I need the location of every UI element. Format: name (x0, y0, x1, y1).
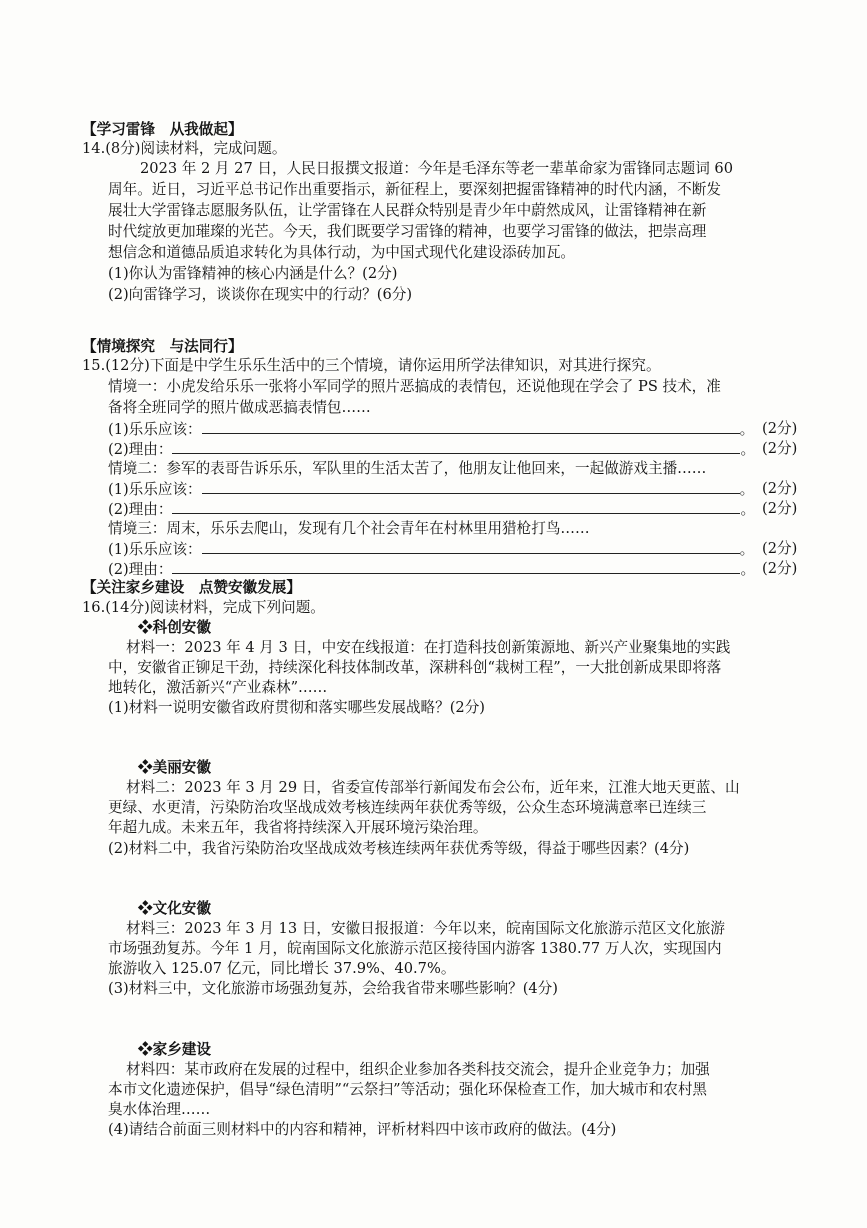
q14-material-line: 展壮大学雷锋志愿服务队伍，让学雷锋在人民群众特别是青少年中蔚然成风，让雷锋精神在新 (108, 202, 707, 219)
answer-blank[interactable] (202, 419, 740, 434)
points-label: (2分) (762, 480, 798, 497)
scenario-1-text: 备将全班同学的照片做成恶搞表情包…… (108, 399, 371, 416)
q16-subquestion-1: (1)材料一说明安徽省政府贯彻和落实哪些发展战略？(2分) (108, 699, 486, 716)
answer-row-should: (1)乐乐应该： 。 (108, 481, 755, 498)
points-label: (2分) (762, 440, 798, 457)
subsection-title: ❖美丽安徽 (138, 759, 211, 776)
q16-material-line: 更绿、水更清，污染防治攻坚战成效考核连续两年获优秀等级，公众生态环境满意率已连续三 (108, 799, 707, 816)
answer-label: (2)理由： (108, 561, 173, 578)
answer-label: (1)乐乐应该： (108, 481, 202, 498)
section-header-15: 【情境探究 与法同行】 (82, 338, 243, 355)
subsection-title: ❖科创安徽 (138, 619, 211, 636)
points-label: (2分) (762, 500, 798, 517)
scenario-3-text: 情境三：周末，乐乐去爬山，发现有几个社会青年在村林里用猎枪打鸟…… (108, 520, 590, 537)
subsection-title: ❖家乡建设 (138, 1041, 211, 1058)
answer-row-reason: (2)理由： 。 (108, 561, 756, 578)
answer-label: (1)乐乐应该： (108, 541, 202, 558)
points-label: (2分) (762, 420, 798, 437)
answer-label: (1)乐乐应该： (108, 421, 202, 438)
q16-material-line: 材料一：2023 年 4 月 3 日，中安在线报道：在打造科技创新策源地、新兴产业聚集地的实践 (126, 639, 731, 656)
q16-material-line: 中，安徽省正铆足干劲，持续深化科技体制改革，深耕科创“栽树工程”，一大批创新成果即将落 (108, 659, 722, 676)
q14-material-line: 想信念和道德品质追求转化为具体行动，为中国式现代化建设添砖加瓦。 (108, 244, 576, 261)
q16-subquestion-4: (4)请结合前面三则材料中的内容和精神，评析材料四中该市政府的做法。(4分) (108, 1121, 617, 1138)
q16-material-line: 材料三：2023 年 3 月 13 日，安徽日报报道：今年以来，皖南国际文化旅游示范区文化旅游 (126, 920, 725, 937)
q16-material-line: 臭水体治理…… (108, 1101, 211, 1118)
q14-subquestion-2: (2)向雷锋学习，谈谈你在现实中的行动？(6分) (108, 286, 413, 303)
scenario-1-text: 情境一：小虎发给乐乐一张将小军同学的照片恶搞成的表情包，还说他现在学会了 PS 技术，准 (108, 378, 721, 395)
section-header-16: 【关注家乡建设 点赞安徽发展】 (82, 579, 301, 596)
q14-subquestion-1: (1)你认为雷锋精神的核心内涵是什么？(2分) (108, 265, 398, 282)
points-label: (2分) (762, 560, 798, 577)
answer-row-should: (1)乐乐应该： 。 (108, 421, 755, 438)
answer-row-reason: (2)理由： 。 (108, 441, 756, 458)
q14-material-line: 2023 年 2 月 27 日，人民日报撰文报道：今年是毛泽东等老一辈革命家为雷锋同志题词 60 (140, 160, 733, 177)
answer-row-reason: (2)理由： 。 (108, 501, 756, 518)
scenario-2-text: 情境二：参军的表哥告诉乐乐，军队里的生活太苦了，他朋友让他回来，一起做游戏主播…… (108, 460, 707, 477)
answer-label: (2)理由： (108, 501, 173, 518)
q16-subquestion-2: (2)材料二中，我省污染防治攻坚战成效考核连续两年获优秀等级，得益于哪些因素？(4分) (108, 840, 690, 857)
answer-blank[interactable] (172, 499, 740, 514)
answer-blank[interactable] (202, 479, 740, 494)
section-header-14: 【学习雷锋 从我做起】 (82, 121, 243, 138)
q16-material-line: 材料二：2023 年 3 月 29 日，省委宣传部举行新闻发布会公布，近年来，江淮大地天更蓝、山 (126, 779, 740, 796)
answer-blank[interactable] (172, 439, 740, 454)
answer-blank[interactable] (202, 539, 740, 554)
q16-material-line: 旅游收入 125.07 亿元，同比增长 37.9%、40.7%。 (108, 960, 456, 977)
q16-material-line: 材料四：某市政府在发展的过程中，组织企业参加各类科技交流会，提升企业竞争力；加强 (126, 1061, 710, 1078)
q16-material-line: 年超九成。未来五年，我省将持续深入开展环境污染治理。 (108, 819, 488, 836)
q16-material-line: 地转化，激活新兴“产业森林”…… (108, 679, 328, 696)
q14-material-line: 时代绽放更加璀璨的光芒。今天，我们既要学习雷锋的精神，也要学习雷锋的做法，把崇高理 (108, 223, 707, 240)
q16-material-line: 本市文化遗迹保护，倡导“绿色清明”“云祭扫”等活动；强化环保检查工作，加大城市和农村黑 (108, 1081, 708, 1098)
answer-blank[interactable] (172, 559, 740, 574)
q16-subquestion-3: (3)材料三中，文化旅游市场强劲复苏，会给我省带来哪些影响？(4分) (108, 980, 558, 997)
answer-label: (2)理由： (108, 441, 173, 458)
answer-row-should: (1)乐乐应该： 。 (108, 541, 755, 558)
question-15-stem: 15.(12分)下面是中学生乐乐生活中的三个情境，请你运用所学法律知识，对其进行探究。 (82, 357, 661, 374)
question-16-stem: 16.(14分)阅读材料，完成下列问题。 (82, 599, 325, 616)
subsection-title: ❖文化安徽 (138, 900, 211, 917)
points-label: (2分) (762, 540, 798, 557)
q16-material-line: 市场强劲复苏。今年 1 月，皖南国际文化旅游示范区接待国内游客 1380.77 万人次，实现国内 (108, 940, 722, 957)
q14-material-line: 周年。近日，习近平总书记作出重要指示，新征程上，要深刻把握雷锋精神的时代内涵，不断发 (108, 181, 721, 198)
question-14-stem: 14.(8分)阅读材料，完成问题。 (82, 140, 287, 157)
